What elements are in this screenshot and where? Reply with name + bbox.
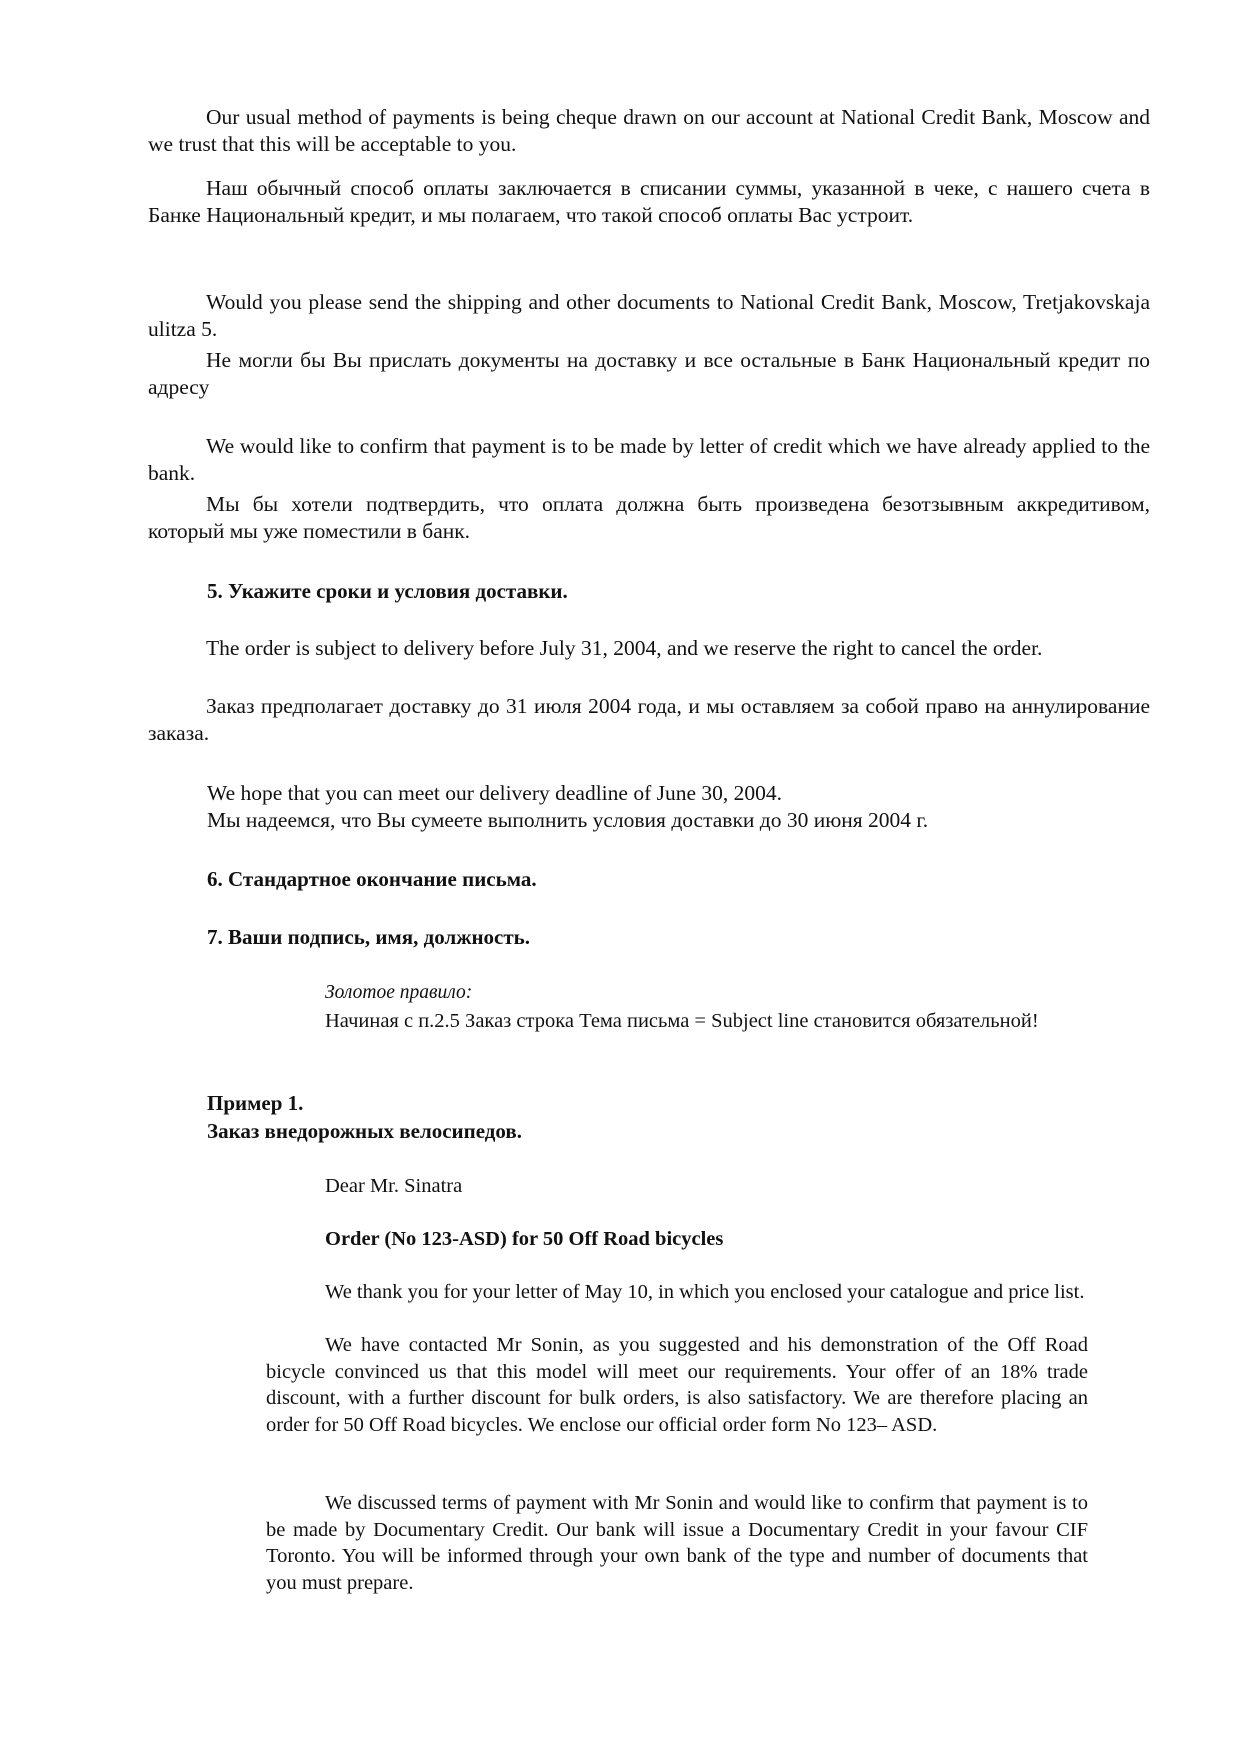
deadline-block — [207, 780, 1157, 834]
example-title: Пример 1. — [207, 1091, 304, 1115]
paragraph-letter-of-credit-en: We would like to confirm that payment is to be made by letter of credit which we have already applied to the bank. — [148, 434, 1150, 485]
paragraph-delivery-ru: Заказ предполагает доставку до 31 июля 2004 года, и мы оставляем за собой право на аннулирование заказа. — [148, 694, 1150, 745]
deadline-line-en: We hope that you can meet our delivery deadline of June 30, 2004. — [207, 781, 783, 805]
example-subtitle: Заказ внедорожных велосипедов. — [207, 1119, 522, 1143]
heading-section-6: 6. Стандартное окончание письма. — [207, 867, 537, 891]
paragraph-letter-of-credit-ru: Мы бы хотели подтвердить, что оплата должна быть произведена безотзывным аккредитивом, который мы уже поместили в банк. — [148, 492, 1150, 543]
paragraph-payment-method-en: Our usual method of payments is being cheque drawn on our account at National Credit Bank, Moscow and we trust that this will be acceptable to you. — [148, 105, 1150, 156]
golden-rule-title: Золотое правило: — [325, 982, 473, 1003]
letter-body-paragraph: We thank you for your letter of May 10, in which you enclosed your catalogue and price list. — [325, 1281, 1085, 1303]
letter-body-paragraph: We have contacted Mr Sonin, as you suggested and his demonstration of the Off Road bicycle convinced us that this model will meet our requirements. Your offer of an 18% trade discount, with a further discount for bulk orders, is also satisfactory. We are therefore placing an order for 50 Off Road bicycles. We enclose our official order form No 123– ASD. — [266, 1334, 1088, 1436]
paragraph-delivery-en: The order is subject to delivery before July 31, 2004, and we reserve the right to cancel the order. — [206, 636, 1043, 660]
heading-section-5: 5. Укажите сроки и условия доставки. — [207, 579, 568, 603]
paragraph-payment-method-ru: Наш обычный способ оплаты заключается в списании суммы, указанной в чеке, с нашего счета в Банке Национальный кредит, и мы полагаем, что такой способ оплаты Вас устроит. — [148, 176, 1150, 227]
golden-rule-text: Начиная с п.2.5 Заказ строка Тема письма = Subject line становится обязательной! — [325, 1010, 1039, 1032]
heading-section-7: 7. Ваши подпись, имя, должность. — [207, 925, 531, 949]
letter-subject: Order (No 123-ASD) for 50 Off Road bicycles — [325, 1228, 724, 1250]
paragraph-documents-en: Would you please send the shipping and other documents to National Credit Bank, Moscow, Tretjakovskaja ulitza 5. — [148, 290, 1150, 341]
paragraph-documents-ru: Не могли бы Вы прислать документы на доставку и все остальные в Банк Национальный кредит по адресу — [148, 348, 1150, 399]
letter-body-paragraph: We discussed terms of payment with Mr Sonin and would like to confirm that payment is to be made by Documentary Credit. Our bank will issue a Documentary Credit in your favour CIF Toronto. You will be informed through your own bank of the type and number of documents that you must prepare. — [266, 1492, 1088, 1594]
letter-salutation: Dear Mr. Sinatra — [325, 1175, 463, 1197]
deadline-line-ru: Мы надеемся, что Вы сумеете выполнить условия доставки до 30 июня 2004 г. — [207, 808, 929, 832]
